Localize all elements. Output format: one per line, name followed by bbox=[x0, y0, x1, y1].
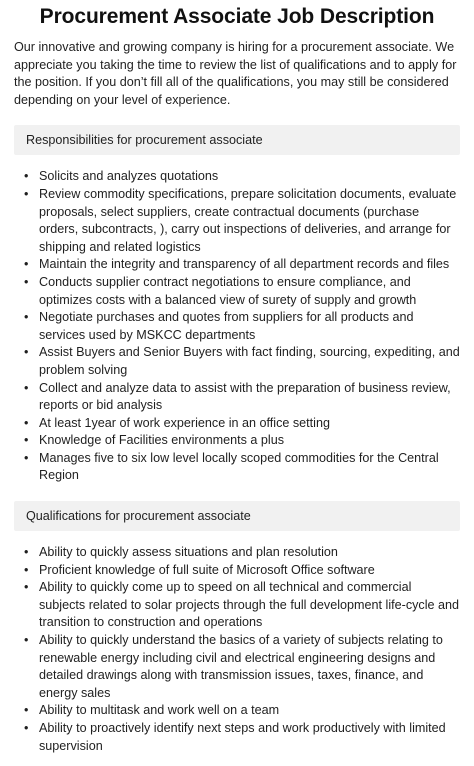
bullet-icon: • bbox=[24, 380, 29, 395]
list-item bbox=[22, 380, 460, 415]
bullet-icon: • bbox=[24, 345, 29, 360]
list-item-text: Conducts supplier contract negotiations to ensure compliance, and optimizes costs with a balanced view of surety of supply and growth bbox=[39, 274, 417, 307]
list-item-text: Maintain the integrity and transparency of all department records and files bbox=[39, 257, 450, 272]
list-item-text: Proficient knowledge of full suite of Microsoft Office software bbox=[39, 562, 375, 577]
qualifications-heading: Qualifications for procurement associate bbox=[14, 501, 460, 531]
list-item-text: At least 1year of work experience in an office setting bbox=[39, 415, 330, 430]
list-item-text: Knowledge of Facilities environments a plus bbox=[39, 433, 285, 448]
bullet-icon: • bbox=[24, 633, 29, 648]
bullet-icon: • bbox=[24, 274, 29, 289]
list-item-text: Negotiate purchases and quotes from suppliers for all products and services used by MSKCC departments bbox=[39, 310, 414, 342]
list-item bbox=[22, 544, 460, 562]
list-item bbox=[22, 168, 460, 186]
list-item bbox=[22, 632, 460, 702]
bullet-icon: • bbox=[24, 310, 29, 325]
list-item bbox=[22, 344, 460, 379]
list-item-text: Solicits and analyzes quotations bbox=[39, 169, 219, 184]
bullet-icon: • bbox=[24, 545, 29, 560]
list-item bbox=[22, 415, 460, 433]
bullet-icon: • bbox=[24, 562, 29, 577]
bullet-icon: • bbox=[24, 580, 29, 595]
list-item-text: Review commodity specifications, prepare solicitation documents, evaluate proposals, select suppliers, create contractual documents (purchase orders, subcontracts, ), carry out inspections of deliveries, and arrange for shipping and related logistics bbox=[39, 186, 457, 254]
list-item-text: Ability to multitask and work well on a team bbox=[39, 703, 280, 718]
list-item bbox=[22, 702, 460, 720]
bullet-icon: • bbox=[24, 415, 29, 430]
list-item bbox=[22, 450, 460, 485]
list-item-text: Ability to quickly come up to speed on all technical and commercial subjects related to solar projects through the full development life-cycle and transition to construction and operations bbox=[39, 580, 460, 630]
list-item-text: Collect and analyze data to assist with the preparation of business review, reports or bid analysis bbox=[39, 380, 451, 413]
list-item bbox=[22, 579, 460, 632]
list-item-text: Ability to quickly understand the basics of a variety of subjects relating to renewable energy including civil and electrical engineering designs and detailed drawings along with transmission issues, taxes, finance, and energy sales bbox=[39, 633, 443, 700]
list-item bbox=[22, 309, 460, 344]
list-item-text: Assist Buyers and Senior Buyers with fact finding, sourcing, expediting, and problem solving bbox=[39, 345, 460, 377]
list-item bbox=[22, 274, 460, 309]
page-title: Procurement Associate Job Description bbox=[39, 5, 435, 28]
responsibilities-heading: Responsibilities for procurement associate bbox=[14, 125, 460, 155]
list-item-text: Ability to quickly assess situations and plan resolution bbox=[39, 545, 338, 560]
bullet-icon: • bbox=[24, 186, 29, 201]
list-item bbox=[22, 256, 460, 274]
list-item bbox=[22, 186, 460, 256]
bullet-icon: • bbox=[24, 257, 29, 272]
list-item bbox=[22, 562, 460, 580]
responsibilities-list bbox=[14, 168, 460, 485]
list-item bbox=[22, 432, 460, 450]
intro-paragraph: Our innovative and growing company is hiring for a procurement associate. We appreciate you taking the time to review the list of qualifications and to apply for the position. If you don’t fill all of the qualifications, you may still be considered depending on your level of experience. bbox=[14, 40, 457, 107]
bullet-icon: • bbox=[24, 703, 29, 718]
list-item-text: Manages five to six low level locally scoped commodities for the Central Region bbox=[39, 450, 439, 483]
bullet-icon: • bbox=[24, 169, 29, 184]
bullet-icon: • bbox=[24, 433, 29, 448]
bullet-icon: • bbox=[24, 721, 29, 735]
qualifications-list bbox=[14, 544, 460, 755]
list-item bbox=[22, 720, 460, 755]
list-item-text: Ability to proactively identify next steps and work productively with limited supervision bbox=[39, 721, 446, 753]
bullet-icon: • bbox=[24, 450, 29, 465]
